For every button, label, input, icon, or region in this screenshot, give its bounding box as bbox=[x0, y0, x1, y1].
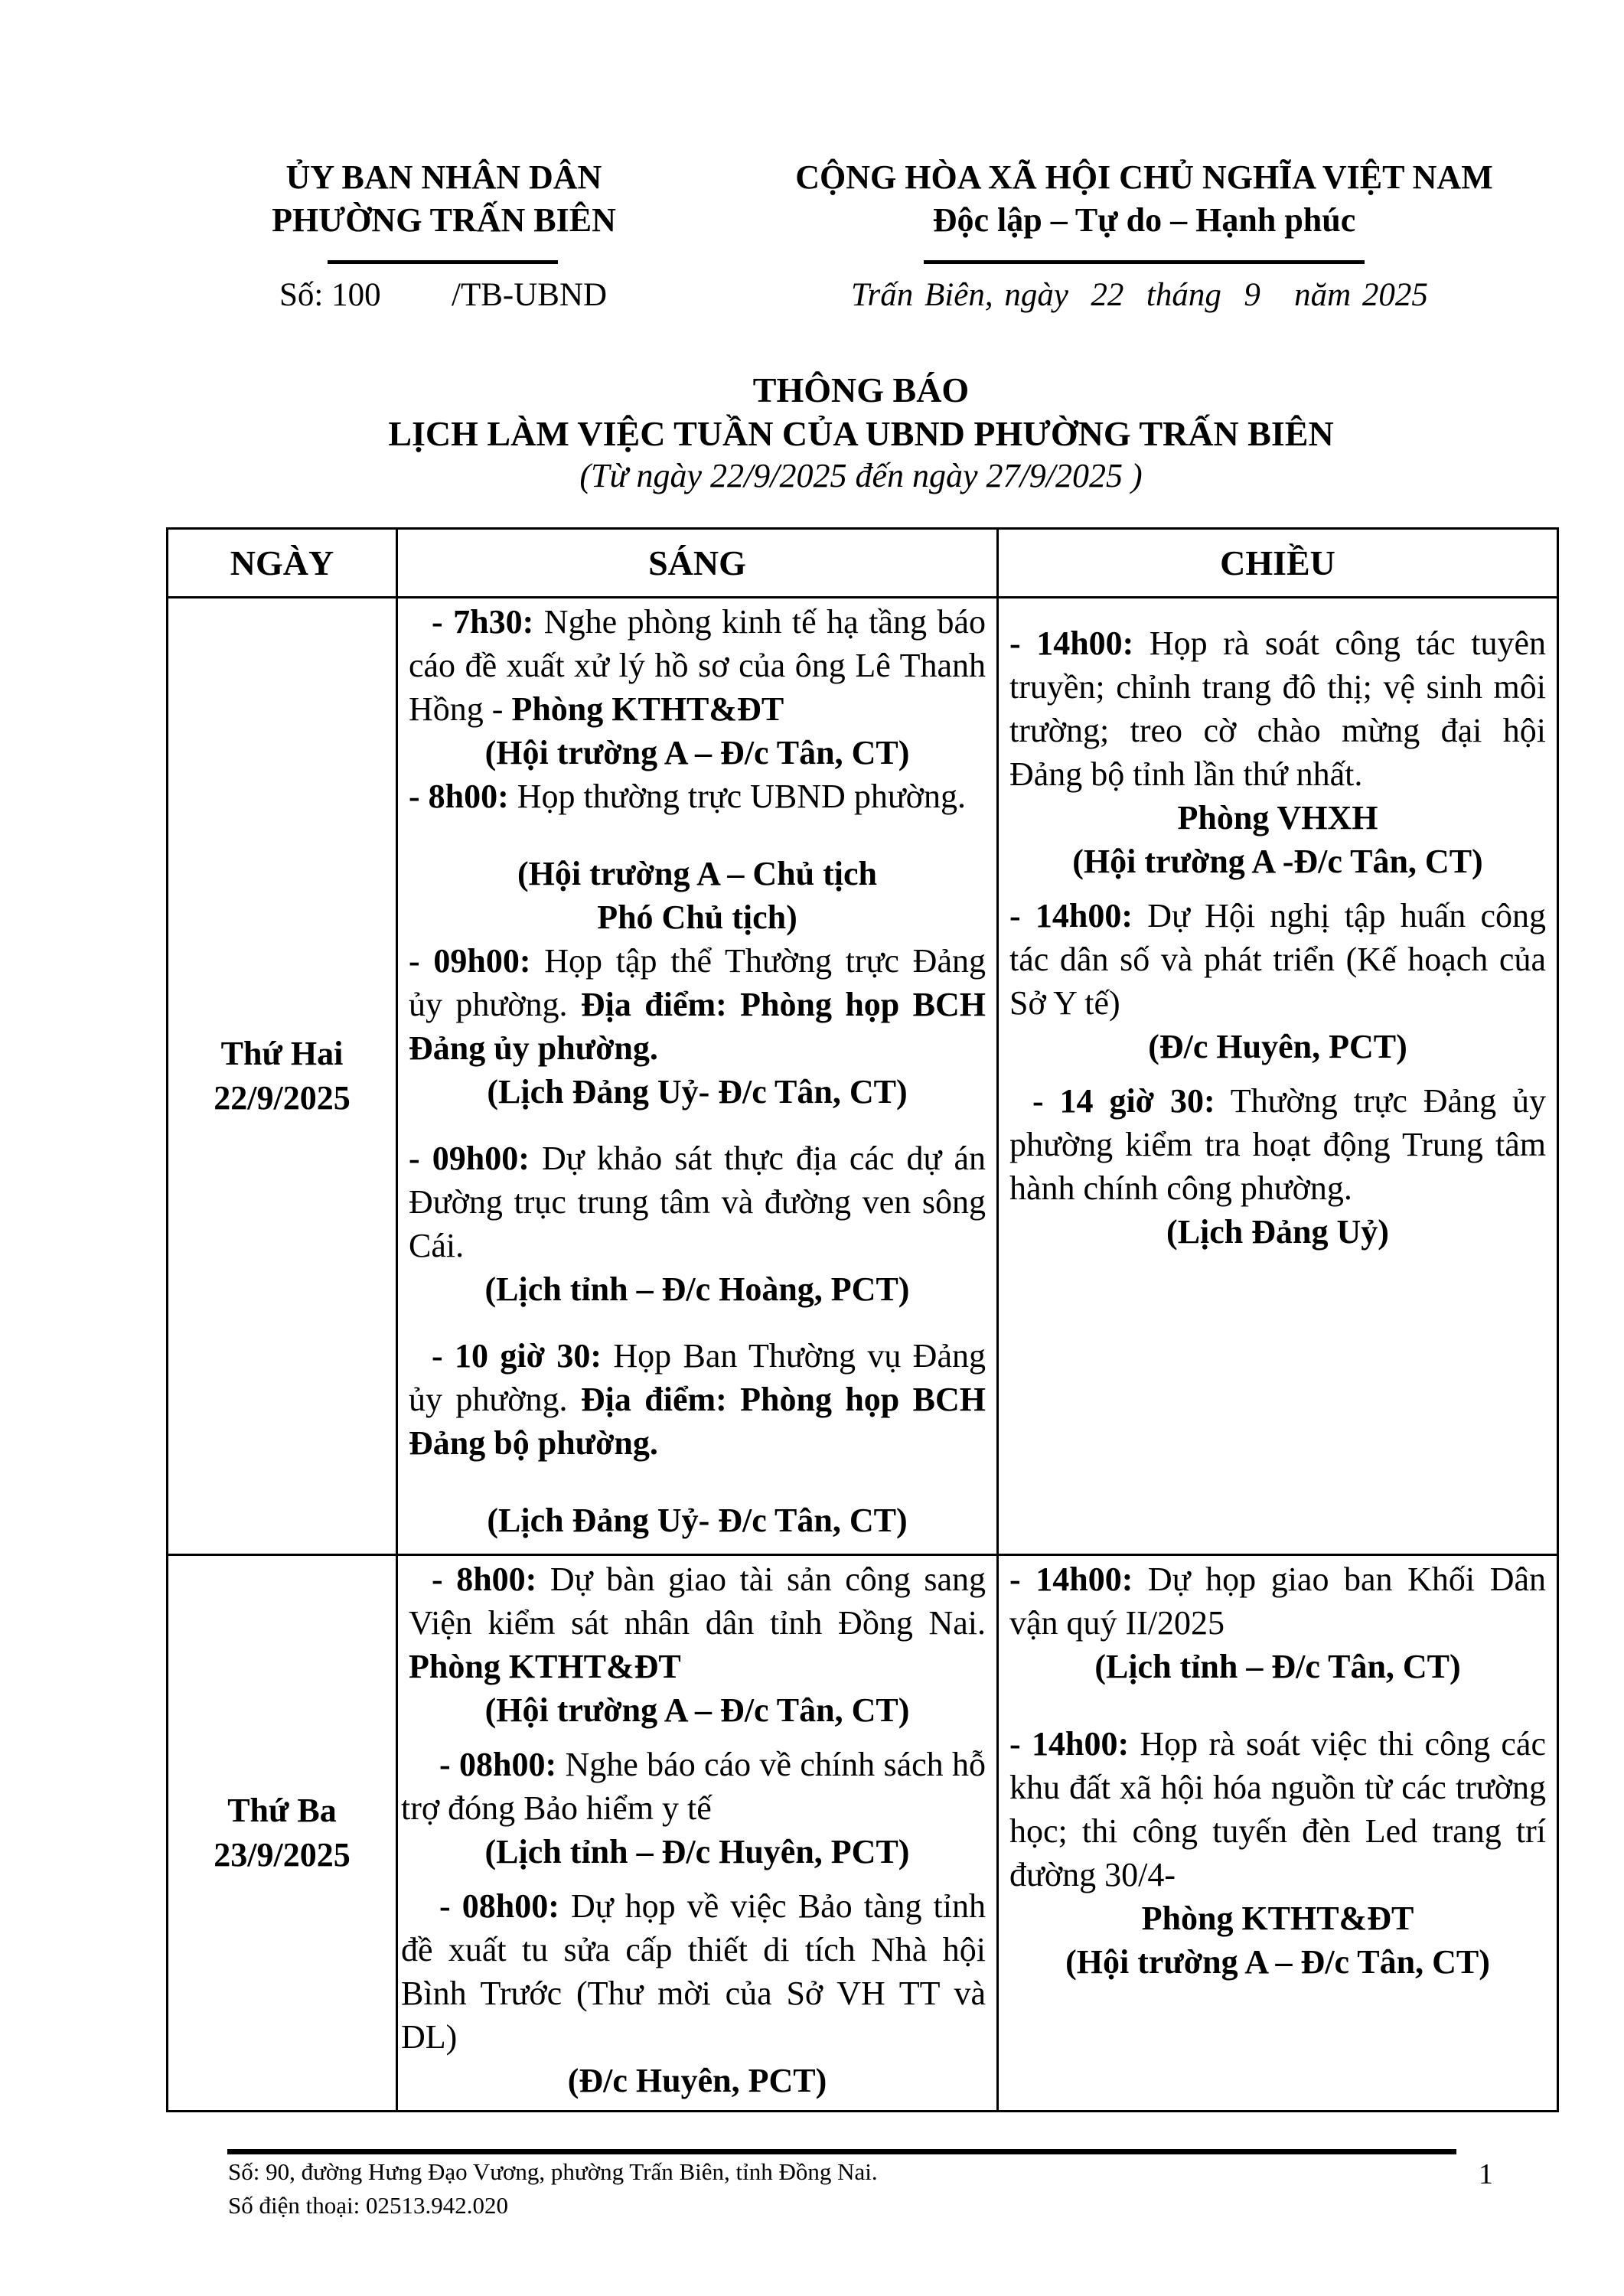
entry-text: Nghe phòng kinh tế hạ tầng báo cáo đề xuất xử lý hồ sơ của ông Lê Thanh Hồng - bbox=[409, 603, 986, 728]
entry-location: Phòng KTHT&ĐT bbox=[511, 690, 784, 728]
entry-note: (Lịch Đảng Uỷ- Đ/c Tân, CT) bbox=[487, 1502, 908, 1539]
entry-text: Dự họp giao ban Khối Dân vận quý II/2025 bbox=[1009, 1561, 1546, 1642]
national-title: CỘNG HÒA XÃ HỘI CHỦ NGHĨA VIỆT NAM bbox=[795, 158, 1493, 196]
place-and-date: Trấn Biên, ngày 22 tháng 9 năm 2025 bbox=[851, 277, 1428, 313]
day-cell bbox=[168, 598, 397, 1555]
header-right-underline bbox=[924, 260, 1365, 264]
entry-time: - 09h00: bbox=[409, 1140, 530, 1177]
footer-phone: Số điện thoại: 02513.942.020 bbox=[228, 2192, 508, 2219]
entry-location: Phòng KTHT&ĐT bbox=[409, 1648, 681, 1685]
afternoon-cell bbox=[998, 598, 1558, 1555]
document-number-suffix: /TB-UBND bbox=[452, 277, 608, 313]
entry-time: - 7h30: bbox=[432, 603, 534, 641]
schedule-entry bbox=[409, 1557, 986, 1688]
entry-time: - 08h00: bbox=[439, 1887, 559, 1925]
entry-note: (Hội trường A – Đ/c Tân, CT) bbox=[484, 734, 910, 771]
footer-divider bbox=[227, 2149, 1456, 2154]
entry-location: Địa điểm: Phòng họp BCH Đảng ủy phường. bbox=[409, 986, 986, 1067]
entry-note: (Lịch Đảng Uỷ) bbox=[1166, 1213, 1389, 1251]
entry-note: (Đ/c Huyên, PCT) bbox=[567, 2062, 827, 2099]
entry-time: - 09h00: bbox=[409, 942, 531, 980]
entry-note: (Lịch tỉnh – Đ/c Tân, CT) bbox=[1094, 1648, 1461, 1685]
schedule-entry bbox=[1009, 621, 1546, 796]
entry-location: Địa điểm: Phòng họp BCH Đảng bộ phường. bbox=[409, 1381, 986, 1462]
morning-cell bbox=[397, 598, 998, 1555]
footer-address: Số: 90, đường Hưng Đạo Vương, phường Trấn Biên, tỉnh Đồng Nai. bbox=[228, 2158, 878, 2185]
entry-time: - 14 giờ 30: bbox=[1032, 1082, 1215, 1120]
schedule-entry bbox=[1009, 1722, 1546, 1896]
entry-text: Họp Ban Thường vụ Đảng ủy phường. bbox=[409, 1337, 986, 1418]
day-date: 22/9/2025 bbox=[214, 1079, 351, 1117]
column-header-afternoon: CHIỀU bbox=[998, 529, 1558, 598]
entry-text: Họp rà soát việc thi công các khu đất xã hội hóa nguồn từ các trường học; thi công tuyến đèn Led trang trí đường 30/4- bbox=[1009, 1725, 1546, 1893]
entry-note: Phòng VHXH bbox=[1177, 799, 1378, 837]
schedule-entry bbox=[409, 600, 986, 731]
day-cell bbox=[168, 1555, 397, 2112]
national-motto: Độc lập – Tự do – Hạnh phúc bbox=[932, 201, 1356, 239]
issuing-authority-line1: ỦY BAN NHÂN DÂN bbox=[285, 158, 602, 196]
schedule-entry bbox=[409, 1137, 986, 1267]
entry-time: - 14h00: bbox=[1009, 625, 1134, 662]
day-date: 23/9/2025 bbox=[214, 1836, 351, 1874]
entry-note: (Hội trường A – Đ/c Tân, CT) bbox=[484, 1691, 910, 1729]
entry-text: Dự khảo sát thực địa các dự án Đường trục trung tâm và đường ven sông Cái. bbox=[409, 1140, 986, 1264]
entry-text: Dự bàn giao tài sản công sang Viện kiểm sát nhân dân tỉnh Đồng Nai. bbox=[409, 1561, 986, 1642]
entry-note-continued: Phó Chủ tịch) bbox=[597, 899, 797, 936]
entry-note: (Lịch tỉnh – Đ/c Huyên, PCT) bbox=[484, 1833, 910, 1870]
day-name: Thứ Ba bbox=[227, 1792, 337, 1829]
page-number: 1 bbox=[1479, 2158, 1493, 2190]
day-name: Thứ Hai bbox=[220, 1035, 344, 1072]
entry-note: Phòng KTHT&ĐT bbox=[1141, 1900, 1414, 1937]
afternoon-cell bbox=[998, 1555, 1558, 2112]
schedule-entry bbox=[409, 1334, 986, 1465]
schedule-entry bbox=[401, 1743, 986, 1830]
schedule-entry bbox=[409, 939, 986, 1070]
document-number: Số: 100 bbox=[279, 277, 381, 313]
schedule-entry bbox=[401, 1884, 986, 2059]
column-header-morning: SÁNG bbox=[397, 529, 998, 598]
entry-note: (Đ/c Huyên, PCT) bbox=[1148, 1028, 1407, 1065]
entry-text: Họp tập thể Thường trực Đảng ủy phường. bbox=[409, 942, 986, 1023]
schedule-entry bbox=[409, 775, 986, 818]
entry-time: - 8h00: bbox=[432, 1561, 537, 1598]
table-header-row bbox=[168, 529, 1558, 598]
entry-time: - 08h00: bbox=[439, 1746, 557, 1783]
schedule-entry bbox=[1009, 894, 1546, 1025]
schedule-entry bbox=[1009, 1079, 1546, 1210]
table-row bbox=[168, 598, 1558, 1555]
entry-note-continued: (Hội trường A -Đ/c Tân, CT) bbox=[1072, 843, 1483, 880]
entry-text: Họp thường trực UBND phường. bbox=[508, 778, 966, 815]
schedule-entry bbox=[1009, 1557, 1546, 1645]
entry-time: - 14h00: bbox=[1009, 1725, 1130, 1763]
entry-note: (Hội trường A – Chủ tịch bbox=[517, 855, 878, 892]
entry-note-continued: (Hội trường A – Đ/c Tân, CT) bbox=[1065, 1943, 1490, 1981]
entry-note: (Lịch tỉnh – Đ/c Hoàng, PCT) bbox=[484, 1270, 910, 1308]
date-range-subtitle: (Từ ngày 22/9/2025 đến ngày 27/9/2025 ) bbox=[579, 457, 1143, 494]
entry-time: - 8h00: bbox=[409, 778, 509, 815]
entry-time: - 10 giờ 30: bbox=[432, 1337, 602, 1375]
entry-text: Thường trực Đảng ủy phường kiểm tra hoạt động Trung tâm hành chính công phường. bbox=[1009, 1082, 1546, 1207]
entry-text: Nghe báo cáo về chính sách hỗ trợ đóng Bảo hiểm y tế bbox=[401, 1746, 986, 1827]
notice-title: THÔNG BÁO bbox=[752, 370, 970, 409]
column-header-day: NGÀY bbox=[168, 529, 397, 598]
header-left-underline bbox=[328, 260, 558, 264]
schedule-title: LỊCH LÀM VIỆC TUẦN CỦA UBND PHƯỜNG TRẤN BIÊN bbox=[388, 414, 1334, 453]
table-row bbox=[168, 1555, 1558, 2112]
weekly-schedule-table bbox=[166, 527, 1559, 2112]
entry-time: - 14h00: bbox=[1009, 1561, 1133, 1598]
issuing-authority-line2: PHƯỜNG TRẤN BIÊN bbox=[272, 201, 616, 239]
entry-text: Dự Hội nghị tập huấn công tác dân số và phát triển (Kế hoạch của Sở Y tế) bbox=[1009, 897, 1546, 1022]
entry-text: Dự họp về việc Bảo tàng tỉnh đề xuất tu sửa cấp thiết di tích Nhà hội Bình Trước (Thư mời của Sở VH TT và DL) bbox=[401, 1887, 986, 2056]
entry-time: - 14h00: bbox=[1009, 897, 1133, 934]
entry-text: Họp rà soát công tác tuyên truyền; chỉnh trang đô thị; vệ sinh môi trường; treo cờ chào mừng đại hội Đảng bộ tỉnh lần thứ nhất. bbox=[1009, 625, 1546, 793]
morning-cell bbox=[397, 1555, 998, 2112]
entry-note: (Lịch Đảng Uỷ- Đ/c Tân, CT) bbox=[487, 1073, 908, 1110]
